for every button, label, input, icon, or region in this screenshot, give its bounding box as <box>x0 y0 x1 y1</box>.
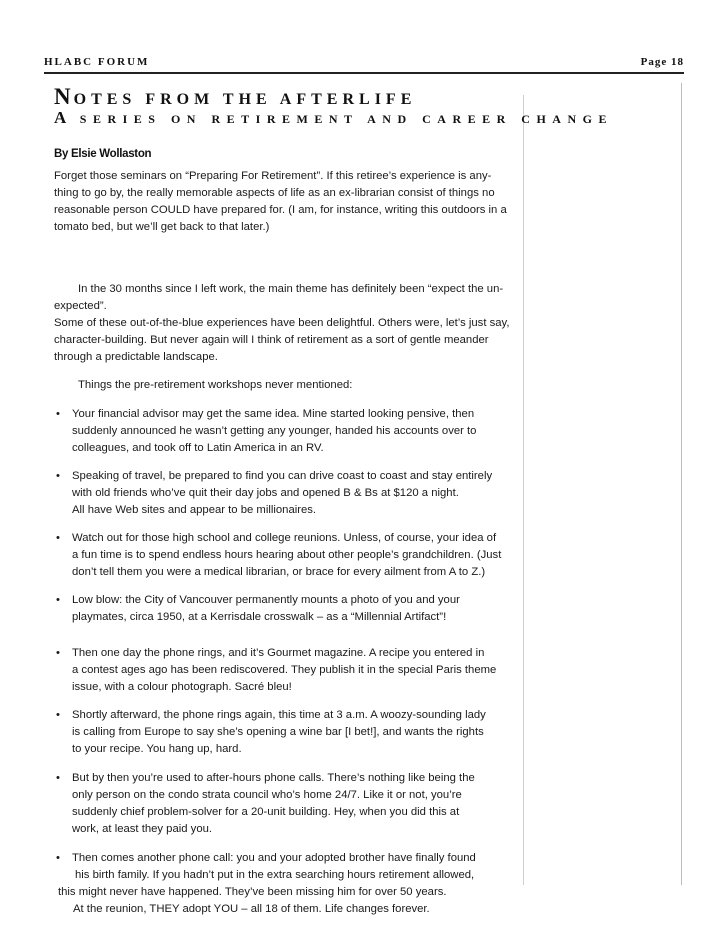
bullet-marker: • <box>56 594 60 606</box>
bullet-line: to your recipe. You hang up, hard. <box>72 743 242 755</box>
bullet-line: only person on the condo strata council who’s home 24/7. Like it or not, you’re <box>72 789 462 801</box>
body-line: through a predictable landscape. <box>54 351 218 363</box>
bullet-marker: • <box>56 852 60 864</box>
bullet-marker: • <box>56 772 60 784</box>
bullet-marker: • <box>56 647 60 659</box>
bullet-line: Speaking of travel, be prepared to find you can drive coast to coast and stay entirely <box>72 470 493 482</box>
bullet-marker: • <box>56 408 60 420</box>
page-header <box>44 54 684 74</box>
bullet-line: a contest ages ago has been rediscovered. They publish it in the special Paris theme <box>72 664 497 676</box>
body-line: character-building. But never again will I think of retirement as a sort of gentle meander <box>54 334 489 346</box>
bullet-marker: • <box>56 532 60 544</box>
column-divider <box>523 95 524 885</box>
bullet-marker: • <box>56 470 60 482</box>
bullet-line: is calling from Europe to say she’s opening a wine bar [I bet!], and wants the rights <box>72 726 484 738</box>
bullet-line: Low blow: the City of Vancouver permanently mounts a photo of you and your <box>72 594 460 606</box>
body-line: Some of these out-of-the-blue experiences have been delightful. Others were, let’s just say, <box>54 317 510 329</box>
column-divider-right <box>681 83 682 885</box>
header-rule <box>44 72 684 74</box>
intro-line: Forget those seminars on “Preparing For Retirement”. If this retiree’s experience is any- <box>54 170 492 182</box>
bullet-line: Watch out for those high school and college reunions. Unless, of course, your idea of <box>72 532 497 544</box>
byline: By Elsie Wollaston <box>54 148 152 160</box>
intro-line: reasonable person COULD have prepared for. (I am, for instance, writing this outdoors in a <box>54 204 507 216</box>
body-line: expected”. <box>54 300 107 312</box>
bullet-marker: • <box>56 709 60 721</box>
bullet-line: colleagues, and took off to Latin America in an RV. <box>72 442 324 454</box>
bullet-line: playmates, circa 1950, at a Kerrisdale crosswalk – as a “Millennial Artifact”! <box>72 611 447 623</box>
bullet-line: Then comes another phone call: you and your adopted brother have finally found <box>72 852 476 864</box>
bullet-line: issue, with a colour photograph. Sacré bleu! <box>72 681 292 693</box>
intro-line: thing to go by, the really memorable aspects of life as an ex-librarian consist of things no <box>54 187 495 199</box>
bullet-line: Then one day the phone rings, and it’s Gourmet magazine. A recipe you entered in <box>72 647 485 659</box>
article-subtitle: A SERIES ON RETIREMENT AND CAREER CHANGE <box>54 108 613 127</box>
bullet-line: work, at least they paid you. <box>72 823 213 835</box>
article-title: NOTES FROM THE AFTERLIFE <box>54 84 417 109</box>
body-line: In the 30 months since I left work, the main theme has definitely been “expect the un- <box>78 283 504 295</box>
bullet-line: At the reunion, THEY adopt YOU – all 18 of them. Life changes forever. <box>73 903 430 915</box>
bullet-line: suddenly announced he wasn’t getting any younger, handed his accounts over to <box>72 425 477 437</box>
publication-name: HLABC FORUM <box>44 56 150 68</box>
bullet-line: his birth family. If you hadn’t put in the extra searching hours retirement allowed, <box>75 869 475 881</box>
list-intro: Things the pre-retirement workshops never mentioned: <box>78 379 353 391</box>
bullet-line: don’t tell them you were a medical librarian, or brace for every ailment from A to Z.) <box>72 566 486 578</box>
bullet-line: a fun time is to spend endless hours hearing about other people’s grandchildren. (Just <box>72 549 502 561</box>
bullet-line: this might never have happened. They’ve been missing him for over 50 years. <box>58 886 447 898</box>
bullet-line: But by then you’re used to after-hours phone calls. There’s nothing like being the <box>72 772 475 784</box>
page-number: Page 18 <box>640 56 684 68</box>
bullet-line: suddenly chief problem-solver for a 20-unit building. Hey, when you did this at <box>72 806 460 818</box>
intro-line: tomato bed, but we’ll get back to that later.) <box>54 221 270 233</box>
bullet-line: with old friends who’ve quit their day jobs and opened B & Bs at $120 a night. <box>72 487 459 499</box>
bullet-line: Your financial advisor may get the same idea. Mine started looking pensive, then <box>72 408 475 420</box>
bullet-line: Shortly afterward, the phone rings again, this time at 3 a.m. A woozy-sounding lady <box>72 709 486 721</box>
bullet-line: All have Web sites and appear to be millionaires. <box>72 504 317 516</box>
